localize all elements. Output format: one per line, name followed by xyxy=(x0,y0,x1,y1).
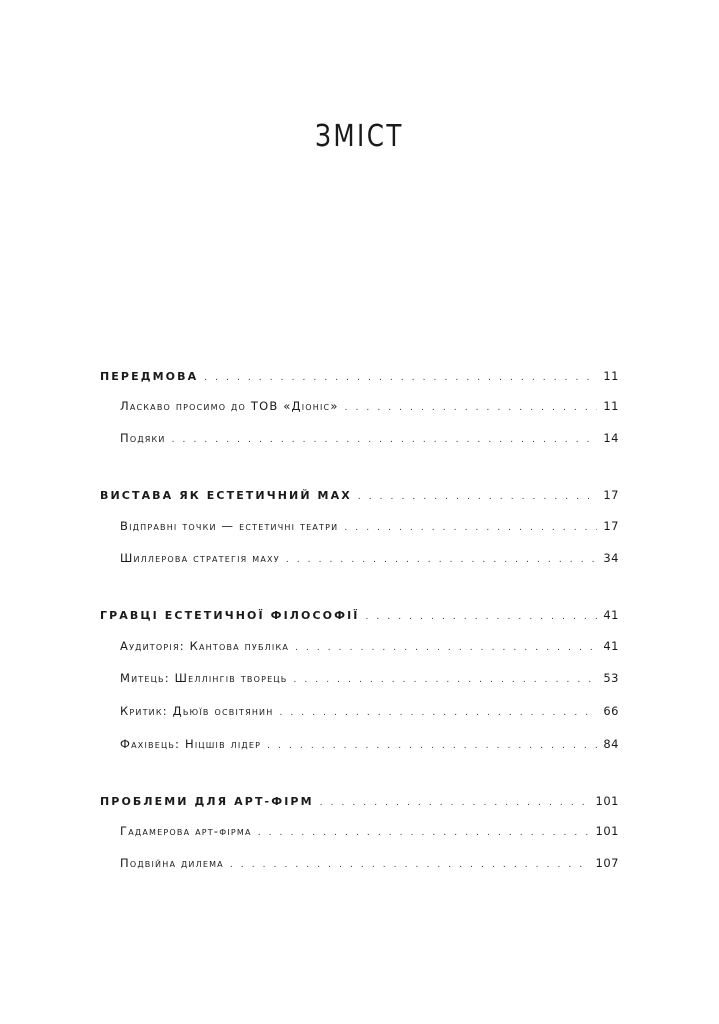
toc-chapter-problems[interactable] xyxy=(100,791,619,811)
chapter-title: ВИСТАВА ЯК ЕСТЕТИЧНИЙ МАХ xyxy=(100,489,352,502)
toc-chapter-players[interactable] xyxy=(100,605,619,625)
toc-chapter-preface[interactable] xyxy=(100,366,619,386)
page-number: 66 xyxy=(603,704,619,718)
page-number: 101 xyxy=(595,794,619,808)
page-title: ЗМІСТ xyxy=(315,119,404,154)
page-number: 17 xyxy=(603,519,619,533)
dot-leader xyxy=(267,736,597,756)
dot-leader xyxy=(204,368,597,388)
page-number: 101 xyxy=(595,824,619,838)
dot-leader xyxy=(295,638,597,658)
dot-leader xyxy=(286,550,598,570)
toc-section[interactable] xyxy=(120,701,619,721)
toc-section[interactable] xyxy=(120,821,619,841)
dot-leader xyxy=(293,670,597,690)
toc-section[interactable] xyxy=(120,396,619,416)
dot-leader xyxy=(345,398,598,418)
page-number: 11 xyxy=(603,399,619,413)
section-title: Ласкаво просимо до ТОВ «Діоніс» xyxy=(120,399,339,413)
page-number: 14 xyxy=(603,431,619,445)
toc-section[interactable] xyxy=(120,853,619,873)
section-title: Аудиторія: Кантова публіка xyxy=(120,639,289,653)
dot-leader xyxy=(344,518,597,538)
toc-section[interactable] xyxy=(120,734,619,754)
page-number: 34 xyxy=(603,551,619,565)
section-title: Відправні точки — естетичні театри xyxy=(120,519,339,533)
toc-section[interactable] xyxy=(120,428,619,448)
dot-leader xyxy=(258,823,590,843)
dot-leader xyxy=(230,855,590,875)
page-number: 107 xyxy=(595,856,619,870)
toc-section[interactable] xyxy=(120,668,619,688)
toc-section[interactable] xyxy=(120,636,619,656)
chapter-title: ПЕРЕДМОВА xyxy=(100,370,199,383)
dot-leader xyxy=(172,430,598,450)
chapter-title: ПРОБЛЕМИ ДЛЯ АРТ-ФІРМ xyxy=(100,795,314,808)
section-title: Фахівець: Ніцшів лідер xyxy=(120,737,262,751)
page-number: 53 xyxy=(603,671,619,685)
section-title: Критик: Дьюїв освітянин xyxy=(120,704,274,718)
dot-leader xyxy=(279,703,597,723)
chapter-title: ГРАВЦІ ЕСТЕТИЧНОЇ ФІЛОСОФІЇ xyxy=(100,609,360,622)
section-title: Шиллерова стратегія маху xyxy=(120,551,280,565)
page-number: 11 xyxy=(603,369,619,383)
toc-chapter-performance[interactable] xyxy=(100,485,619,505)
section-title: Митець: Шеллінгів творець xyxy=(120,671,288,685)
page-number: 84 xyxy=(603,737,619,751)
section-title: Подяки xyxy=(120,431,166,445)
dot-leader xyxy=(366,607,598,627)
page-number: 17 xyxy=(603,488,619,502)
section-title: Подвійна дилема xyxy=(120,856,224,870)
toc-section[interactable] xyxy=(120,516,619,536)
dot-leader xyxy=(358,487,598,507)
page-number: 41 xyxy=(603,639,619,653)
section-title: Гадамерова арт-фірма xyxy=(120,824,252,838)
toc-section[interactable] xyxy=(120,548,619,568)
dot-leader xyxy=(320,793,590,813)
page-number: 41 xyxy=(603,608,619,622)
